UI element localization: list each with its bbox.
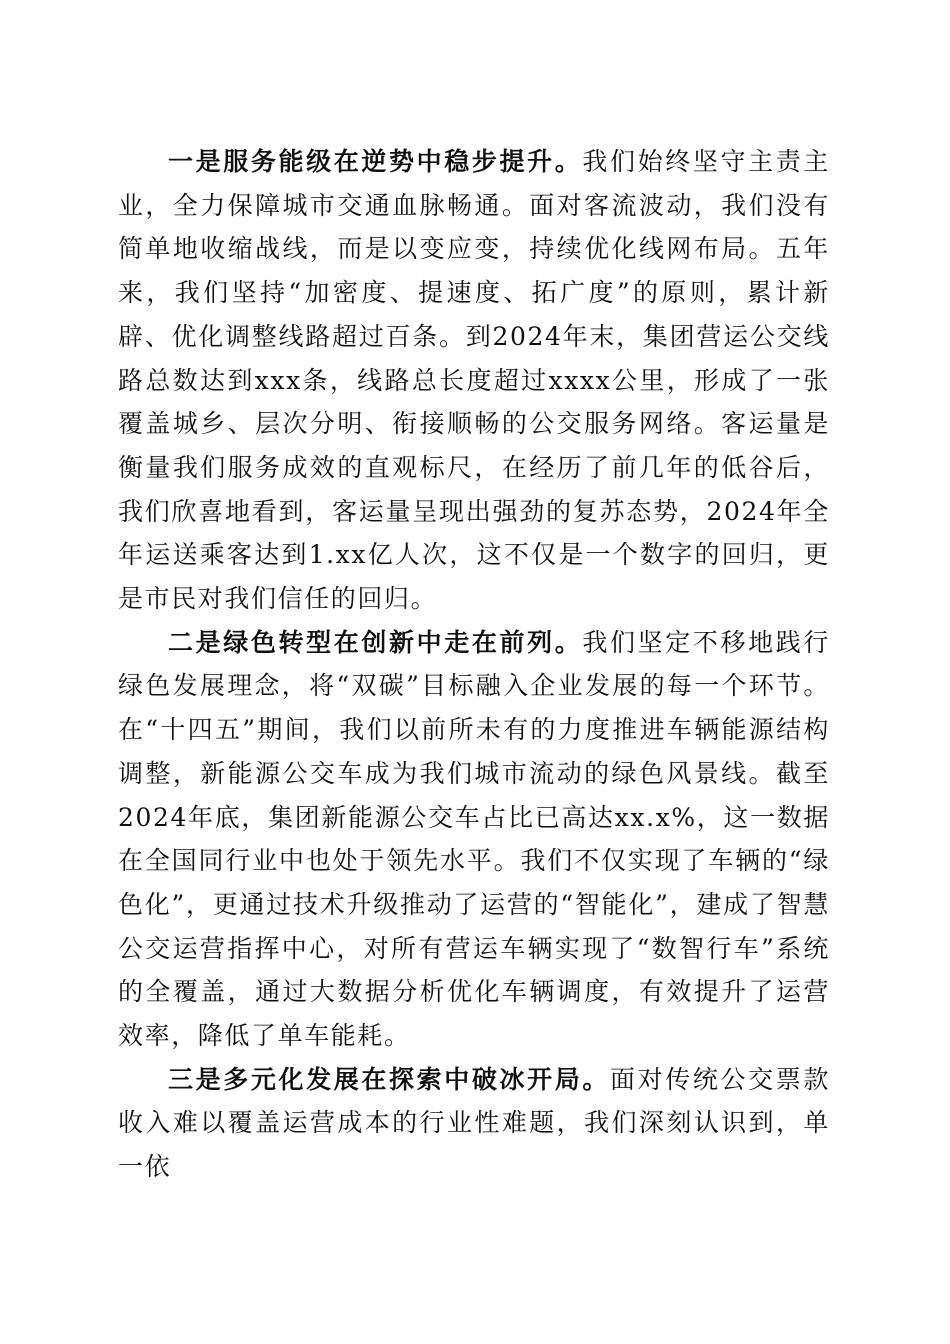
paragraph-text: 面对传统公交票款收入难以覆盖运营成本的行业性难题，我们深刻认识到，单一依 [118, 1064, 830, 1182]
paragraph-text: 我们坚定不移地践行绿色发展理念，将“双碳”目标融入企业发展的每一个环节。在“十四五”期间，我们以前所未有的力度推进车辆能源结构调整，新能源公交车成为我们城市流动的绿色风景线。截至2024年底，集团新能源公交车占比已高达xx.x%，这一数据在全国同行业中也处于领先水平。我们不仅实现了车辆的“绿色化”，更通过技术升级推动了运营的“智能化”，建成了智慧公交运营指挥中心，对所有营运车辆实现了“数智行车”系统的全覆盖，通过大数据分析优化车辆调度，有效提升了运营效率，降低了单车能耗。 [118, 627, 830, 1051]
document-body [118, 140, 830, 1189]
paragraph-heading: 一是服务能级在逆势中稳步提升。 [168, 147, 583, 176]
paragraph-heading: 三是多元化发展在探索中破冰开局。 [168, 1064, 611, 1094]
paragraph-text: 我们始终坚守主责主业，全力保障城市交通血脉畅通。面对客流波动，我们没有简单地收缩战线，而是以变应变，持续优化线网布局。五年来，我们坚持“加密度、提速度、拓广度”的原则，累计新辟、优化调整线路超过百条。到2024年末，集团营运公交线路总数达到xxx条，线路总长度超过xxxx公里，形成了一张覆盖城乡、层次分明、衔接顺畅的公交服务网络。客运量是衡量我们服务成效的直观标尺，在经历了前几年的低谷后，我们欣喜地看到，客运量呈现出强劲的复苏态势，2024年全年运送乘客达到1.xx亿人次，这不仅是一个数字的回归，更是市民对我们信任的回归。 [118, 147, 830, 614]
paragraph-heading: 二是绿色转型在创新中走在前列。 [168, 627, 583, 657]
paragraph-service-level [118, 140, 830, 621]
paragraph-diversification [118, 1058, 830, 1189]
paragraph-green-transition [118, 621, 830, 1058]
